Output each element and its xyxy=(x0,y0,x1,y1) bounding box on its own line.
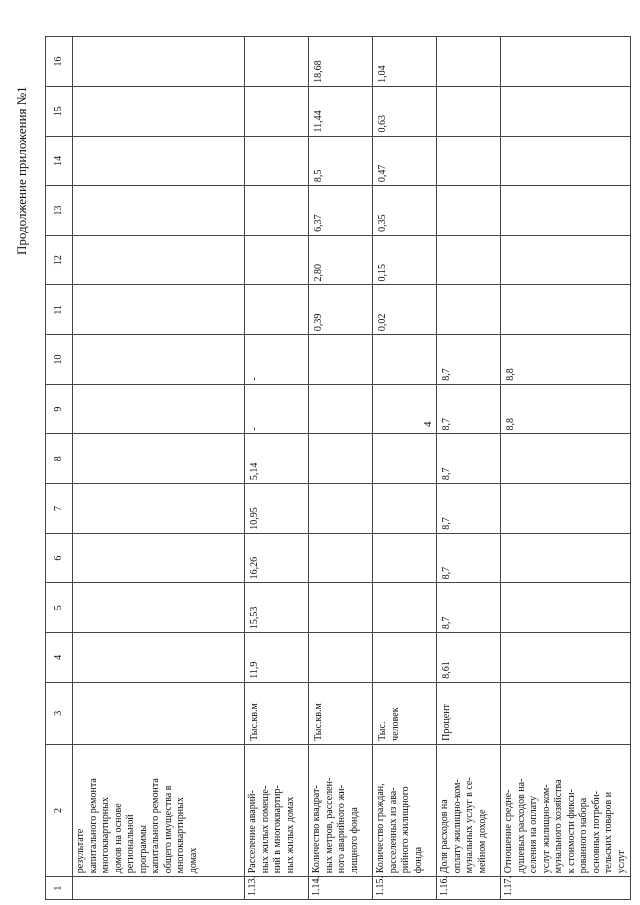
indicator-name xyxy=(245,744,309,876)
value-cell xyxy=(501,533,631,583)
value-cell xyxy=(501,136,631,186)
value-cell: 16,26 xyxy=(245,533,309,583)
value-cell: 8,7 xyxy=(437,583,501,633)
indicator-name-line: душевых расходов на- xyxy=(515,778,527,874)
value-cell xyxy=(309,384,373,434)
indicator-name-line: мунального хозяйства xyxy=(553,779,564,874)
value-cell: 0,35 xyxy=(373,186,437,236)
header-cell: 7 xyxy=(46,484,73,534)
value-cell: - xyxy=(245,384,309,434)
value-cell xyxy=(373,384,437,434)
header-cell: 3 xyxy=(46,682,73,744)
header-cell: 12 xyxy=(46,235,73,285)
value-cell xyxy=(73,285,245,335)
indicator-name-line: капитального ремонта xyxy=(150,778,161,874)
indicator-name-line: ных жилых домах xyxy=(284,796,296,874)
indicator-name-line: результате xyxy=(75,828,86,874)
indicator-name-line: многоквартирных xyxy=(175,797,186,874)
indicator-name-line: Отношение средне- xyxy=(503,789,514,874)
page-number: 4 xyxy=(422,421,434,427)
value-cell xyxy=(373,434,437,484)
row-number xyxy=(73,877,245,900)
indicator-name-line: рийного жилищного xyxy=(400,786,411,874)
value-cell: 0,02 xyxy=(373,285,437,335)
value-cell xyxy=(73,633,245,683)
unit-cell: Тыс. человек xyxy=(373,682,437,744)
value-cell xyxy=(73,186,245,236)
indicator-name-line: рованного набора xyxy=(578,797,589,874)
indicator-name-line: основных потреби- xyxy=(590,790,602,874)
value-cell: 8,7 xyxy=(437,335,501,385)
value-cell: 8,61 xyxy=(437,633,501,683)
header-cell: 15 xyxy=(46,86,73,136)
value-cell xyxy=(501,186,631,236)
indicator-name-line: оплату жилищно-ком- xyxy=(451,779,463,874)
indicator-name-line: селения на оплату xyxy=(528,795,539,874)
indicator-name xyxy=(309,744,373,876)
indicator-name-line: ного аварийного жи- xyxy=(336,785,347,874)
row-number: 1.13. xyxy=(245,877,309,900)
value-cell xyxy=(245,285,309,335)
value-cell xyxy=(437,37,501,87)
header-cell: 1 xyxy=(46,877,73,900)
indicator-name-line: услуг жилищно-ком- xyxy=(540,784,552,874)
indicator-name-line: ний в многоквартир- xyxy=(272,785,283,874)
indicator-name-line: ных жилых помеще- xyxy=(259,785,271,874)
indicator-name-line: к стоимости фикси- xyxy=(565,789,577,874)
value-cell xyxy=(73,533,245,583)
value-cell xyxy=(309,335,373,385)
value-cell xyxy=(245,136,309,186)
indicator-name-line: Количество квадрат- xyxy=(311,785,322,874)
indicator-name-line: домов на основе xyxy=(112,803,124,874)
value-cell xyxy=(437,136,501,186)
header-cell: 9 xyxy=(46,384,73,434)
header-cell: 13 xyxy=(46,186,73,236)
header-cell: 10 xyxy=(46,335,73,385)
value-cell: 8,8 xyxy=(501,335,631,385)
indicator-name-line: ных метров, расселен- xyxy=(323,777,335,874)
header-cell: 4 xyxy=(46,633,73,683)
header-cell: 8 xyxy=(46,434,73,484)
indicator-name xyxy=(437,744,501,876)
row-number: 1.14. xyxy=(309,877,373,900)
indicator-name-line: Расселение аварий- xyxy=(247,790,258,874)
value-cell xyxy=(373,583,437,633)
table-row xyxy=(437,37,501,900)
value-cell: 10,95 xyxy=(245,484,309,534)
indicator-name xyxy=(501,744,631,876)
value-cell: 5,14 xyxy=(245,434,309,484)
value-cell: 11,44 xyxy=(309,86,373,136)
indicator-name-line: услуг xyxy=(615,849,627,874)
value-cell xyxy=(501,434,631,484)
header-cell: 14 xyxy=(46,136,73,186)
value-cell: 0,15 xyxy=(373,235,437,285)
value-cell: 8,5 xyxy=(309,136,373,186)
value-cell xyxy=(501,633,631,683)
indicator-name-line: тельских товаров и xyxy=(603,791,614,874)
value-cell xyxy=(73,384,245,434)
value-cell xyxy=(373,484,437,534)
value-cell xyxy=(245,186,309,236)
header-cell: 5 xyxy=(46,583,73,633)
indicator-name-line: Количество граждан, xyxy=(375,783,386,874)
value-cell xyxy=(373,335,437,385)
value-cell xyxy=(245,37,309,87)
value-cell: 0,39 xyxy=(309,285,373,335)
indicator-name-line: региональной xyxy=(125,814,136,874)
value-cell xyxy=(501,285,631,335)
value-cell: 6,37 xyxy=(309,186,373,236)
value-cell xyxy=(373,633,437,683)
value-cell xyxy=(73,484,245,534)
value-cell xyxy=(73,434,245,484)
unit-cell: Процент xyxy=(437,682,501,744)
value-cell xyxy=(437,186,501,236)
value-cell: 2,80 xyxy=(309,235,373,285)
value-cell: 0,47 xyxy=(373,136,437,186)
indicator-name-line: капитального ремонта xyxy=(87,778,99,874)
value-cell xyxy=(245,86,309,136)
indicator-name-line: многоквартирных xyxy=(100,797,111,874)
indicator-name-line: программы xyxy=(137,824,149,874)
value-cell xyxy=(437,285,501,335)
value-cell xyxy=(309,633,373,683)
value-cell: 8,7 xyxy=(437,533,501,583)
value-cell: 1,04 xyxy=(373,37,437,87)
table-row xyxy=(245,37,309,900)
value-cell xyxy=(501,484,631,534)
value-cell xyxy=(501,86,631,136)
value-cell xyxy=(245,235,309,285)
indicator-name-line: расселенных из ава- xyxy=(387,787,399,874)
row-number: 1.16. xyxy=(437,877,501,900)
indicator-name-line: домах xyxy=(187,847,199,874)
value-cell xyxy=(373,533,437,583)
value-cell xyxy=(309,434,373,484)
indicator-name-line: лищного фонда xyxy=(348,807,360,874)
table-row xyxy=(501,37,631,900)
header-cell: 2 xyxy=(46,744,73,876)
value-cell xyxy=(309,484,373,534)
indicator-name-line: мунальных услуг в се- xyxy=(464,777,475,874)
value-cell: - xyxy=(245,335,309,385)
value-cell xyxy=(501,235,631,285)
header-cell: 16 xyxy=(46,37,73,87)
value-cell: 8,7 xyxy=(437,384,501,434)
table-body xyxy=(46,37,631,900)
value-cell: 15,53 xyxy=(245,583,309,633)
header-cell: 6 xyxy=(46,533,73,583)
value-cell xyxy=(501,583,631,633)
table-row xyxy=(73,37,245,900)
row-number: 1.15. xyxy=(373,877,437,900)
value-cell: 8,7 xyxy=(437,434,501,484)
header-row xyxy=(46,37,73,900)
unit-cell: Тыс.кв.м xyxy=(245,682,309,744)
indicator-name-line: общего имущества в xyxy=(162,785,174,874)
header-cell: 11 xyxy=(46,285,73,335)
value-cell xyxy=(73,136,245,186)
indicator-name xyxy=(373,744,437,876)
unit-cell xyxy=(73,682,245,744)
value-cell xyxy=(73,86,245,136)
value-cell xyxy=(309,533,373,583)
table-row xyxy=(309,37,373,900)
value-cell xyxy=(73,235,245,285)
value-cell: 8,7 xyxy=(437,484,501,534)
indicators-table xyxy=(45,36,631,900)
value-cell xyxy=(73,335,245,385)
value-cell xyxy=(437,235,501,285)
unit-cell xyxy=(501,682,631,744)
unit-cell: Тыс.кв.м xyxy=(309,682,373,744)
row-number: 1.17. xyxy=(501,877,631,900)
indicator-name-line: фонда xyxy=(412,846,424,874)
value-cell xyxy=(437,86,501,136)
value-cell xyxy=(73,583,245,633)
table-row xyxy=(373,37,437,900)
appendix-caption: Продолжение приложения №1 xyxy=(14,86,29,255)
value-cell xyxy=(73,37,245,87)
indicator-name-line: Доля расходов на xyxy=(439,799,450,874)
value-cell: 8,8 xyxy=(501,384,631,434)
value-cell: 11,9 xyxy=(245,633,309,683)
indicator-name-line: мейном доходе xyxy=(476,809,488,874)
value-cell xyxy=(309,583,373,633)
value-cell xyxy=(501,37,631,87)
value-cell: 0,63 xyxy=(373,86,437,136)
value-cell: 18,68 xyxy=(309,37,373,87)
indicator-name xyxy=(73,744,245,876)
